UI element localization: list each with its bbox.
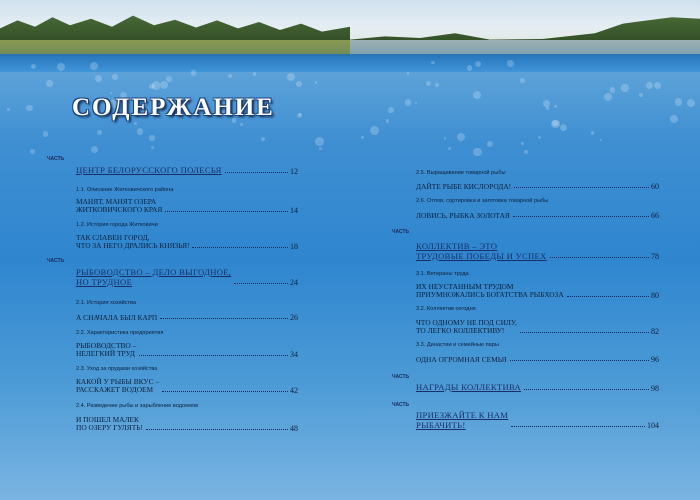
part-tag: ЧАСТЬ bbox=[47, 156, 65, 162]
bubble-shape bbox=[315, 81, 318, 84]
bubble-shape bbox=[560, 124, 567, 131]
bubble-shape bbox=[457, 133, 465, 141]
bubble-shape bbox=[687, 99, 695, 107]
water-surface bbox=[0, 54, 350, 72]
bubble-shape bbox=[487, 141, 493, 147]
toc-leader-dots bbox=[520, 332, 649, 333]
bubble-shape bbox=[538, 136, 541, 139]
toc-entry[interactable] bbox=[76, 198, 298, 215]
bubble-shape bbox=[166, 76, 172, 82]
toc-entry[interactable] bbox=[76, 234, 298, 251]
part-tag: ЧАСТЬ bbox=[47, 258, 65, 264]
bubble-shape bbox=[228, 74, 232, 78]
toc-entry[interactable] bbox=[416, 319, 659, 336]
toc-leader-dots bbox=[162, 391, 288, 392]
bubble-shape bbox=[473, 148, 481, 156]
toc-section-caption: 2.5. Выращивание товарной рыбы bbox=[416, 170, 506, 176]
bubble-shape bbox=[639, 93, 643, 97]
toc-leader-dots bbox=[513, 216, 649, 217]
bubble-shape bbox=[296, 81, 303, 88]
bubble-shape bbox=[431, 61, 435, 65]
toc-entry[interactable] bbox=[76, 342, 298, 359]
toc-leader-dots bbox=[524, 389, 649, 390]
bubble-shape bbox=[520, 78, 526, 84]
toc-entry[interactable] bbox=[416, 242, 659, 261]
toc-entry[interactable] bbox=[416, 211, 659, 220]
bubble-shape bbox=[149, 135, 154, 140]
toc-entry-page: 24 bbox=[290, 278, 298, 288]
toc-entry[interactable] bbox=[416, 355, 659, 364]
bubble-shape bbox=[604, 93, 612, 101]
bubble-shape bbox=[600, 139, 603, 142]
bubble-shape bbox=[444, 137, 447, 140]
bubble-shape bbox=[315, 137, 324, 146]
bubble-shape bbox=[361, 136, 364, 139]
bubble-shape bbox=[26, 105, 33, 112]
toc-entry-page: 48 bbox=[290, 423, 298, 433]
toc-entry-title: ОДНА ОГРОМНАЯ СЕМЬЯ bbox=[416, 354, 507, 364]
toc-entry-page: 26 bbox=[290, 313, 298, 322]
right-page bbox=[350, 0, 700, 500]
bubble-shape bbox=[521, 142, 524, 145]
toc-entry[interactable] bbox=[416, 283, 659, 300]
bubble-shape bbox=[149, 84, 154, 89]
bubble-shape bbox=[160, 81, 168, 89]
bubble-shape bbox=[591, 131, 595, 135]
bubble-shape bbox=[405, 99, 412, 106]
bubble-shape bbox=[46, 80, 53, 87]
bubble-shape bbox=[507, 60, 514, 67]
bubble-shape bbox=[621, 84, 629, 92]
toc-entry-title: КАКОЙ У РЫБЫ ВКУС – РАССКАЖЕТ ВОДОЕМ bbox=[76, 377, 160, 395]
toc-section-caption: 3.3. Династии и семейные пары bbox=[416, 342, 499, 348]
bubble-shape bbox=[134, 122, 138, 126]
toc-entry-title: ПРИЕЗЖАЙТЕ К НАМ РЫБАЧИТЬ! bbox=[416, 410, 509, 430]
part-tag: ЧАСТЬ bbox=[392, 402, 410, 408]
bubble-shape bbox=[654, 82, 661, 89]
water-surface bbox=[350, 54, 700, 72]
toc-entry-page: 80 bbox=[651, 290, 659, 300]
toc-entry[interactable] bbox=[76, 313, 298, 322]
bubble-shape bbox=[552, 120, 558, 126]
toc-leader-dots bbox=[234, 283, 288, 284]
bubble-shape bbox=[319, 147, 321, 149]
toc-entry[interactable] bbox=[76, 166, 298, 176]
toc-entry[interactable] bbox=[76, 416, 298, 433]
toc-entry-title: ЛОВИСЬ, РЫБКА ЗОЛОТАЯ bbox=[416, 210, 510, 220]
toc-entry-page: 96 bbox=[651, 355, 659, 364]
toc-entry-title: И ПОШЕЛ МАЛЕК ПО ОЗЕРУ ГУЛЯТЬ! bbox=[76, 415, 143, 433]
toc-entry[interactable] bbox=[76, 268, 298, 287]
toc-section-caption: 2.6. Отлов, сортировка и заготовка товарной рыбы bbox=[416, 198, 549, 204]
toc-entry-title: ДАЙТЕ РЫБЕ КИСЛОРОДА! bbox=[416, 181, 512, 191]
toc-leader-dots bbox=[510, 360, 650, 361]
toc-section-caption: 2.4. Разведение рыбы и зарыбление водоемов bbox=[76, 403, 199, 409]
bubble-shape bbox=[675, 98, 682, 105]
bubble-shape bbox=[415, 102, 418, 105]
toc-entry-page: 60 bbox=[651, 182, 659, 191]
toc-leader-dots bbox=[192, 247, 288, 248]
toc-entry-page: 98 bbox=[651, 383, 659, 393]
bubble-shape bbox=[137, 128, 143, 134]
toc-entry-page: 78 bbox=[651, 252, 659, 262]
toc-section-caption: 2.3. Уход за прудами хозяйства bbox=[76, 366, 158, 372]
part-tag: ЧАСТЬ bbox=[392, 229, 410, 235]
toc-entry-title: ИХ НЕУСТАННЫМ ТРУДОМ ПРИУМНОЖАЛИСЬ БОГАТСТВА РЫБХОЗА bbox=[416, 282, 564, 300]
page-title: СОДЕРЖАНИЕ bbox=[72, 94, 275, 121]
toc-entry-title: МАНЯТ, МАНЯТ ОЗЕРА ЖИТКОВИЧСКОГО КРАЯ bbox=[76, 197, 163, 215]
toc-section-caption: 1.1. Описание Житковичского района bbox=[76, 187, 174, 193]
toc-entry-page: 12 bbox=[290, 166, 298, 176]
bubble-shape bbox=[554, 105, 557, 108]
toc-section-caption: 1.2. История города Житковичи bbox=[76, 222, 158, 228]
toc-leader-dots bbox=[567, 296, 649, 297]
toc-entry-title: А СНАЧАЛА БЫЛ КАРП bbox=[76, 312, 158, 322]
bubble-shape bbox=[473, 91, 481, 99]
toc-entry-title: РЫБОВОДСТВО – ДЕЛО ВЫГОДНОЕ, НО ТРУДНОЕ bbox=[76, 267, 232, 287]
toc-entry-title: ЧТО ОДНОМУ НЕ ПОД СИЛУ, ТО ЛЕГКО КОЛЛЕКТИВУ! bbox=[416, 318, 517, 336]
bubble-shape bbox=[646, 82, 654, 90]
bubble-shape bbox=[151, 146, 154, 149]
bubble-shape bbox=[543, 100, 551, 108]
bubble-shape bbox=[610, 87, 616, 93]
toc-section-caption: 2.2. Характеристика предприятия bbox=[76, 330, 164, 336]
bubble-shape bbox=[426, 81, 431, 86]
toc-leader-dots bbox=[514, 187, 649, 188]
toc-entry[interactable] bbox=[76, 378, 298, 395]
toc-entry-page: 34 bbox=[290, 349, 298, 359]
bubble-shape bbox=[297, 113, 302, 118]
toc-entry-page: 18 bbox=[290, 241, 298, 251]
bubble-shape bbox=[670, 115, 678, 123]
bubble-shape bbox=[95, 75, 102, 82]
bubble-shape bbox=[386, 119, 390, 123]
toc-leader-dots bbox=[165, 211, 288, 212]
bubble-shape bbox=[407, 72, 410, 75]
bubble-shape bbox=[240, 123, 243, 126]
bubble-shape bbox=[43, 131, 48, 136]
bubble-shape bbox=[435, 83, 439, 87]
toc-entry-title: НАГРАДЫ КОЛЛЕКТИВА bbox=[416, 382, 521, 392]
bubble-shape bbox=[524, 150, 528, 154]
toc-section-caption: 3.2. Коллектив сегодня bbox=[416, 306, 476, 312]
toc-entry-title: ЦЕНТР БЕЛОРУССКОГО ПОЛЕСЬЯ bbox=[76, 165, 222, 175]
toc-entry-page: 14 bbox=[290, 205, 298, 215]
toc-entry-page: 104 bbox=[647, 421, 659, 431]
toc-entry[interactable] bbox=[416, 411, 659, 430]
bubble-shape bbox=[30, 149, 35, 154]
toc-leader-dots bbox=[225, 172, 288, 173]
toc-entry-title: КОЛЛЕКТИВ – ЭТО ТРУДОВЫЕ ПОБЕДЫ И УСПЕХ bbox=[416, 241, 547, 261]
toc-entry-page: 66 bbox=[651, 211, 659, 220]
bubble-shape bbox=[287, 73, 295, 81]
toc-leader-dots bbox=[146, 429, 288, 430]
toc-entry-page: 42 bbox=[290, 385, 298, 395]
toc-entry-title: РЫБОВОДСТВО – НЕЛЕГКИЙ ТРУД bbox=[76, 341, 137, 359]
bubble-shape bbox=[388, 107, 394, 113]
bubble-shape bbox=[253, 72, 257, 76]
bubble-shape bbox=[91, 146, 98, 153]
part-tag: ЧАСТЬ bbox=[392, 374, 410, 380]
bubble-shape bbox=[7, 108, 10, 111]
toc-section-caption: 3.1. Ветераны труда bbox=[416, 271, 469, 277]
bubble-shape bbox=[261, 137, 265, 141]
bubble-shape bbox=[467, 65, 473, 71]
toc-entry[interactable] bbox=[416, 182, 659, 191]
toc-entry-page: 82 bbox=[651, 326, 659, 336]
bubble-shape bbox=[97, 130, 102, 135]
toc-leader-dots bbox=[550, 257, 649, 258]
toc-entry-title: ТАК СЛАВЕН ГОРОД, ЧТО ЗА НЕГО ДРАЛИСЬ КНЯЗЬЯ! bbox=[76, 233, 190, 251]
toc-leader-dots bbox=[139, 355, 288, 356]
bubble-shape bbox=[370, 126, 379, 135]
toc-section-caption: 2.1. История хозяйства bbox=[76, 300, 137, 306]
toc-leader-dots bbox=[511, 426, 645, 427]
bubble-shape bbox=[112, 74, 118, 80]
toc-leader-dots bbox=[160, 318, 288, 319]
bubble-shape bbox=[191, 70, 196, 75]
toc-entry[interactable] bbox=[416, 383, 659, 393]
bubble-shape bbox=[448, 147, 451, 150]
